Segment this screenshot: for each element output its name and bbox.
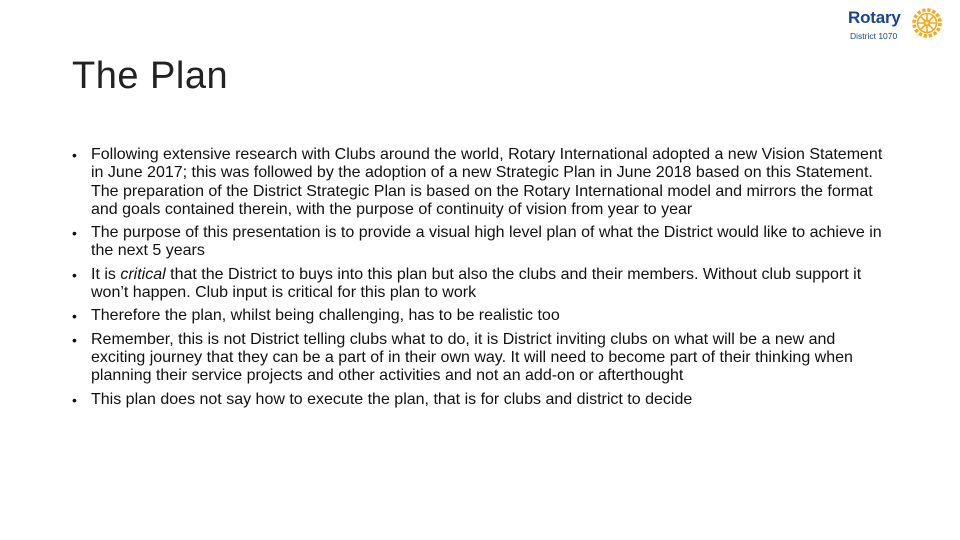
bullet-item	[72, 146, 892, 219]
bullet-item	[72, 331, 892, 386]
bullet-text: Therefore the plan, whilst being challenging, has to be realistic too	[91, 307, 560, 325]
bullet-item	[72, 224, 892, 261]
bullet-text: The purpose of this presentation is to provide a visual high level plan of what the District would like to achieve in the next 5 years	[91, 224, 882, 260]
bullet-text	[91, 266, 861, 301]
slide-title: The Plan	[72, 55, 229, 97]
bullet-item	[72, 307, 892, 325]
bullet-text: Following extensive research with Clubs around the world, Rotary International adopted a new Vision Statement in June 2017; this was followed by the adoption of a new Strategic Plan in June 2018 based on this Statement. The preparation of the District Strategic Plan is based on the Rotary International model and mirrors the format and goals contained therein, with the purpose of continuity of vision from year to year	[91, 146, 883, 218]
rotary-logo	[848, 6, 944, 44]
bullet-list	[72, 146, 892, 414]
bullet-text-post: that the District to buys into this plan but also the clubs and their members. Without club support it won’t happen. Club input is critical for this plan to work	[91, 265, 862, 302]
logo-subtitle: District 1070	[850, 31, 898, 41]
logo-wordmark: Rotary	[848, 8, 901, 27]
bullet-emphasis: critical	[120, 265, 166, 283]
rotary-wheel-icon	[910, 6, 944, 40]
bullet-item	[72, 266, 892, 303]
bullet-text-pre: It is	[91, 265, 121, 283]
bullet-text: Remember, this is not District telling clubs what to do, it is District inviting clubs on what will be a new and exciting journey that they can be a part of in their own way. It will need to become part of their thinking when planning their service projects and other activities and not an add-on or afterthought	[91, 330, 853, 385]
bullet-text: This plan does not say how to execute the plan, that is for clubs and district to decide	[91, 390, 693, 408]
bullet-item	[72, 391, 892, 409]
